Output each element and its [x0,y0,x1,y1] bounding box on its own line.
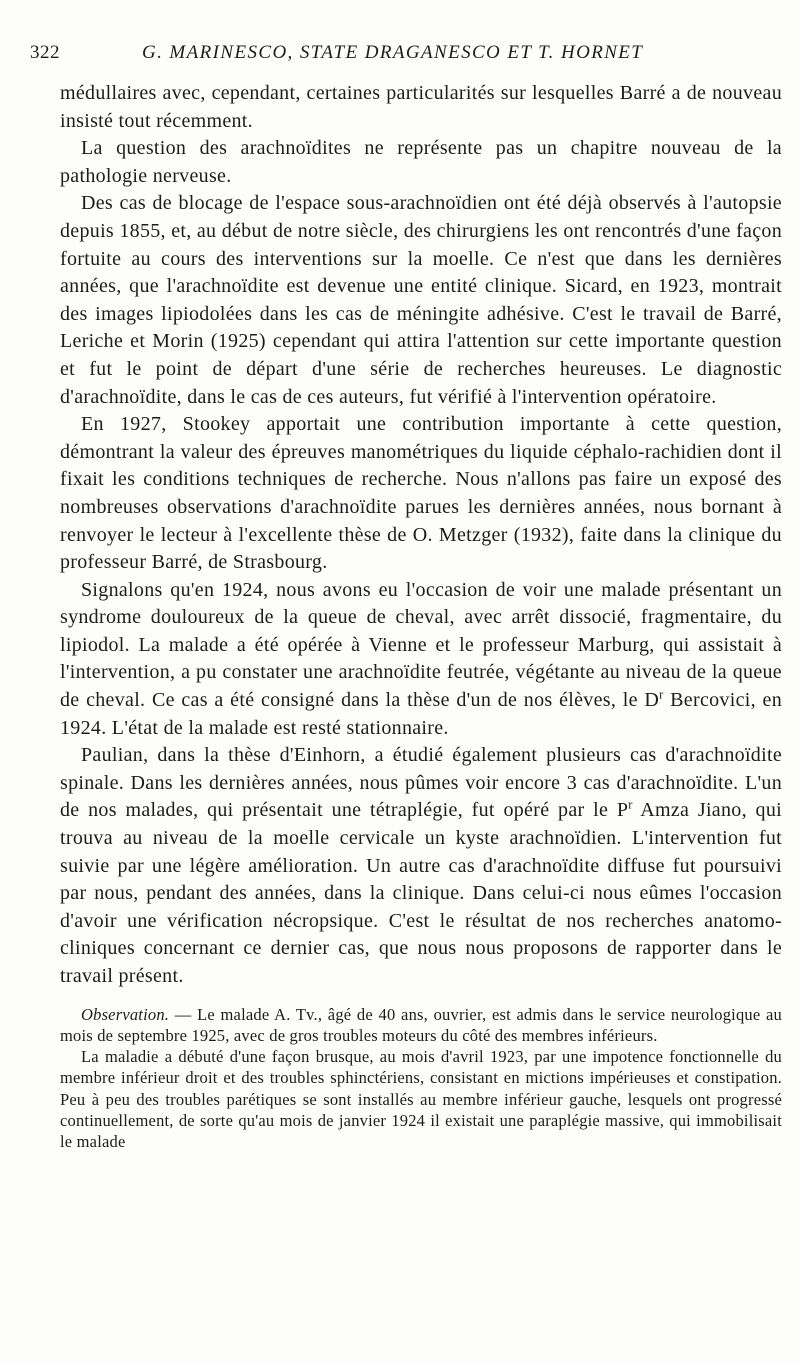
paragraph-5-superscript: r [659,687,664,702]
paragraph-6-text: Paulian, dans la thèse d'Einhorn, a étudié également plusieurs cas d'arachnoïdite spinale. Dans les dernières années, nous pûmes voir encore 3 cas d'arachnoïdite. L'un de nos malades, qui présentait une tétraplégie, fut opéré par le P [60,744,782,822]
article-body [60,80,782,1153]
paragraph-3: Des cas de blocage de l'espace sous-arachnoïdien ont été déjà observés à l'autopsie depuis 1855, et, au début de notre siècle, des chirurgiens les ont rencontrés d'une façon fortuite au cours des interventions sur la moelle. Ce n'est que dans les dernières années, que l'arachnoïdite est devenue une entité clinique. Sicard, en 1923, montrait des images lipiodolées dans les cas de méningite adhésive. C'est le travail de Barré, Leriche et Morin (1925) cependant qui attira l'attention sur cette importante question et fut le point de départ d'une série de recherches heureuses. Le diagnostic d'arachnoïdite, dans le cas de ces auteurs, fut vérifié à l'intervention opératoire. [60,192,782,408]
observation-intro-text: — Le malade A. Tv., âgé de 40 ans, ouvrier, est admis dans le service neurologique au mois de septembre 1925, avec de gros troubles moteurs du côté des membres inférieurs. [60,1004,782,1045]
observation-intro [60,1004,782,1047]
paragraph-6-superscript: r [628,797,633,812]
running-head-title: G. MARINESCO, STATE DRAGANESCO ET T. HORNET [142,42,644,63]
paragraph-5-text: Signalons qu'en 1924, nous avons eu l'occasion de voir une malade présentant un syndrome douloureux de la queue de cheval, avec arrêt dissocié, fragmentaire, du lipiodol. La malade a été opérée à Vienne et le professeur Marburg, qui assistait à l'intervention, a pu constater une arachnoïdite feutrée, végétante au niveau de la queue de cheval. Ce cas a été consigné dans la thèse d'un de nos élèves, le D [60,578,782,712]
observation-label: Observation. [81,1004,170,1024]
paragraph-2: La question des arachnoïdites ne représente pas un chapitre nouveau de la pathologie nerveuse. [60,137,782,187]
paragraph-4: En 1927, Stookey apportait une contribution importante à cette question, démontrant la valeur des épreuves manométriques du liquide céphalo-rachidien dont il fixait les conditions techniques de recherche. Nous n'allons pas faire un exposé des nombreuses observations d'arachnoïdite parues les dernières années, nous bornant à renvoyer le lecteur à l'excellente thèse de O. Metzger (1932), faite dans la clinique du professeur Barré, de Strasbourg. [60,413,782,574]
observation-section [60,1004,782,1153]
paragraph-5 [60,577,782,743]
paragraph-6-tail: Amza Jiano, qui trouva au niveau de la moelle cervicale un kyste arachnoïdien. L'intervention fut suivie par une légère amélioration. Un autre cas d'arachnoïdite diffuse fut poursuivi par nous, pendant des années, dans la clinique. Dans celui-ci nous eûmes l'occasion d'avoir une vérification nécropsique. C'est le résultat de nos recherches anatomo-cliniques concernant ce dernier cas, que nous nous proposons de rapporter dans le travail présent. [60,799,782,987]
paragraph-6 [60,742,782,990]
page-number: 322 [30,42,60,63]
paragraph-5-tail: Bercovici, en 1924. L'état de la malade est resté stationnaire. [60,689,782,739]
running-head [30,40,778,66]
paragraph-1: médullaires avec, cependant, certaines particularités sur lesquelles Barré a de nouveau insisté tout récemment. [60,82,782,132]
observation-paragraph: La maladie a débuté d'une façon brusque, au mois d'avril 1923, par une impotence fonctionnelle du membre inférieur droit et des troubles sphinctériens, consistant en mictions impérieuses et constipation. Peu à peu des troubles parétiques se sont installés au membre inférieur gauche, lesquels ont progressé continuellement, de sorte qu'au mois de janvier 1924 il existait une paraplégie massive, qui immobilisait le malade [60,1047,782,1152]
